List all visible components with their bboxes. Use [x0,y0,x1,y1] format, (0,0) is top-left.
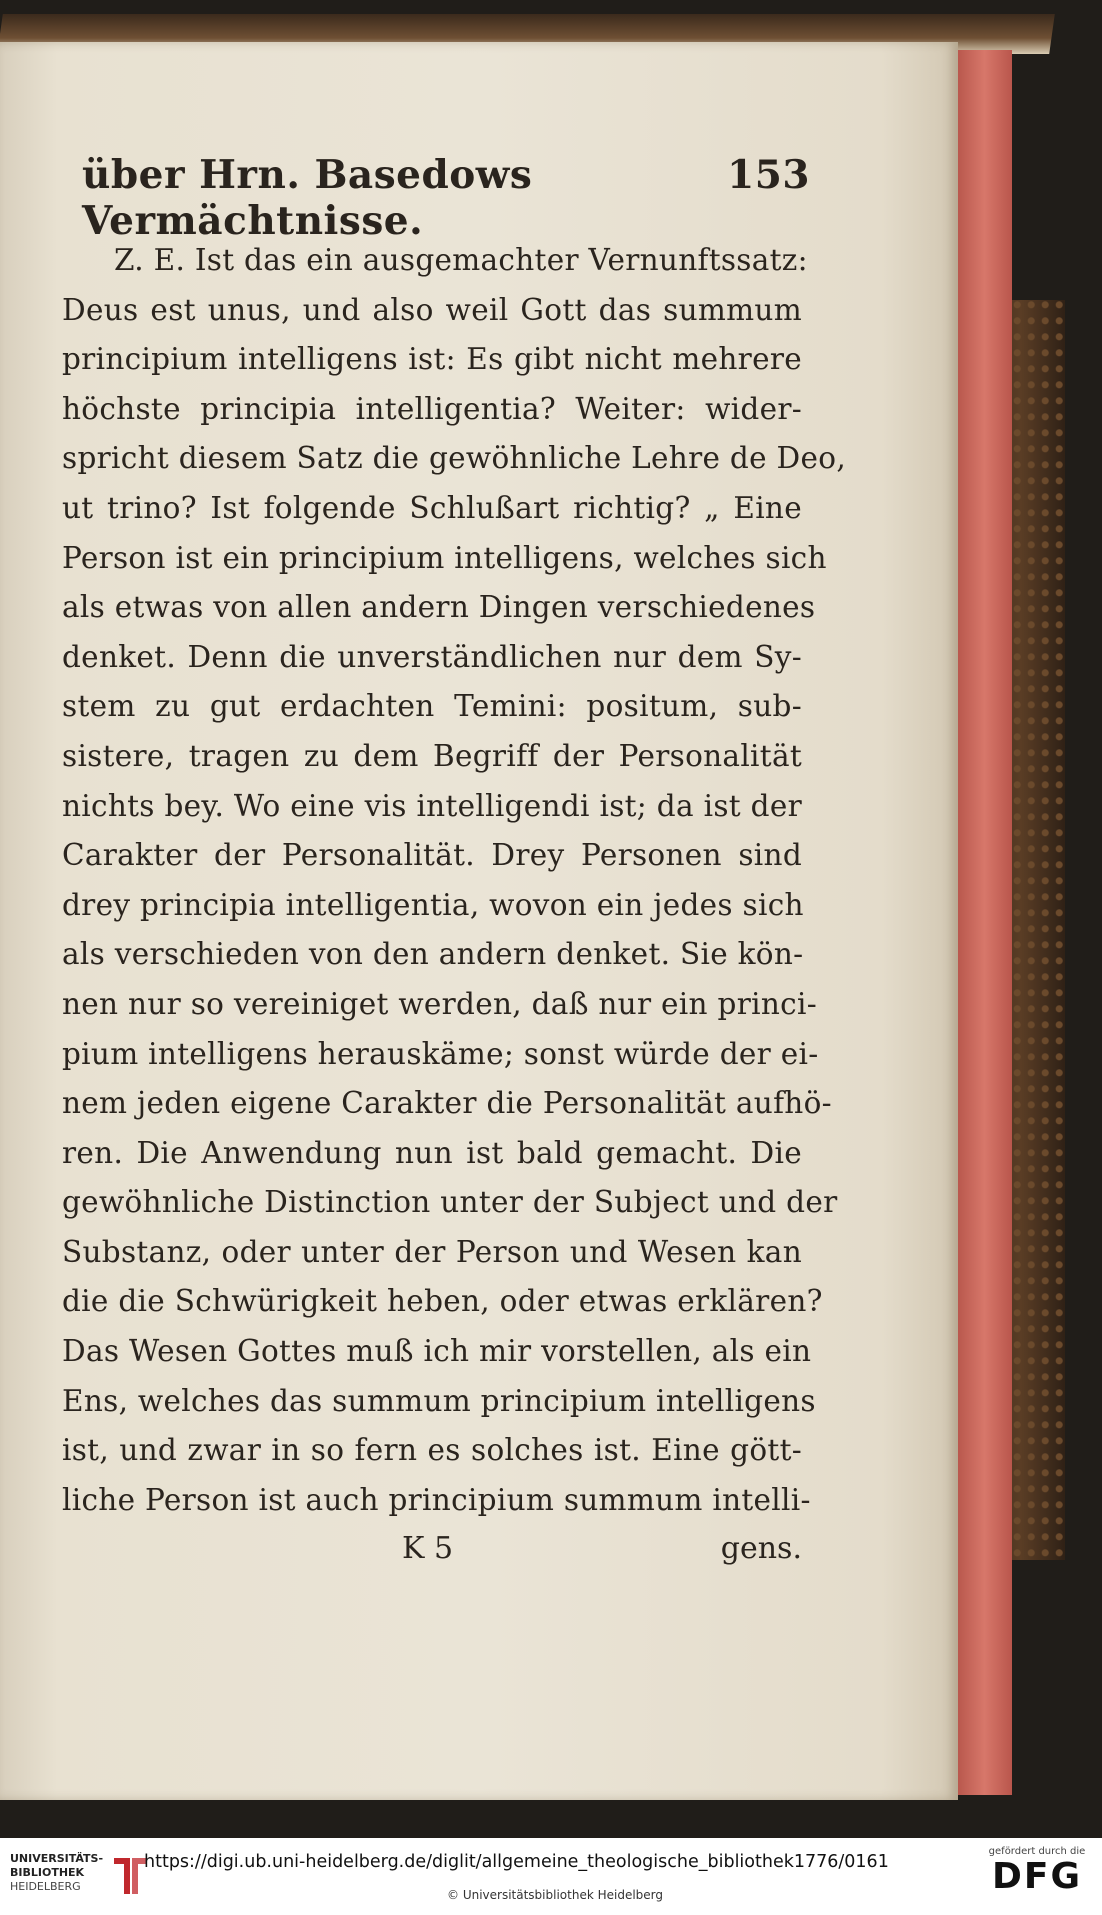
text-line: stem zu gut erdachten Temini: positum, sub- [62,689,802,724]
running-head-title: über Hrn. Basedows Vermächtnisse. [82,152,533,244]
text-line: gewöhnliche Distinction unter der Subject und der [62,1185,838,1220]
signature-mark: K 5 [402,1531,454,1567]
dfg-logo[interactable] [982,1846,1092,1897]
text-line: Das Wesen Gottes muß ich mir vorstellen, als ein [62,1334,812,1369]
library-logo[interactable] [10,1852,160,1902]
text-line: Substanz, oder unter der Person und Wesen kan [62,1234,802,1269]
dfg-wordmark: DFG [991,1856,1083,1897]
page-foot [62,1531,802,1581]
text-body [62,236,846,1525]
text-line: principium intelligens ist: Es gibt nicht mehrere [62,342,802,377]
text-line: nem jeden eigene Carakter die Personalität aufhö- [62,1086,832,1121]
viewer-footer [0,1838,1102,1915]
catchword: gens. [720,1531,802,1567]
dfg-caption: gefördert durch die [988,1846,1086,1857]
text-line: Carakter der Personalität. Drey Personen sind [62,838,802,873]
text-line: ut trino? Ist folgende Schlußart richtig? „ Eine [62,490,802,525]
text-line: Person ist ein principium intelligens, welches sich [62,540,827,575]
text-line: nichts bey. Wo eine vis intelligendi ist; da ist der [62,788,802,823]
text-line: Deus est unus, und also weil Gott das summum [62,292,802,327]
text-line: drey principia intelligentia, wovon ein jedes sich [62,887,804,922]
text-line: ist, und zwar in so fern es solches ist. Eine gött- [62,1433,802,1468]
text-line: Z. E. Ist das ein ausgemachter Vernunftssatz: [114,243,808,277]
text-line: liche Person ist auch principium summum intelli- [62,1482,811,1517]
text-line: nen nur so vereiniget werden, daß nur ein princi- [62,986,817,1021]
text-line: Ens, welches das summum principium intelligens [62,1383,816,1418]
text-line: denket. Denn die unverständlichen nur dem Sy- [62,639,802,674]
running-head [82,152,810,244]
text-line: die die Schwürigkeit heben, oder etwas erklären? [62,1284,823,1319]
text-line: ren. Die Anwendung nun ist bald gemacht. Die [62,1135,802,1170]
page-number: 153 [727,152,810,198]
text-line: als verschieden von den andern denket. Sie kön- [62,937,804,972]
red-fore-edge [955,50,1012,1795]
logo-line-2: BIBLIOTHEK [10,1866,85,1879]
text-line: als etwas von allen andern Dingen verschiedenes [62,590,816,625]
permalink-url[interactable]: https://digi.ub.uni-heidelberg.de/diglit/allgemeine_theologische_bibliothek1776/0161 [144,1852,889,1872]
text-line: höchste principia intelligentia? Weiter: wider- [62,391,802,426]
text-line: pium intelligens herauskäme; sonst würde der ei- [62,1036,819,1071]
book-page [0,42,958,1800]
text-line: spricht diesem Satz die gewöhnliche Lehre de Deo, [62,441,846,476]
text-line: sistere, tragen zu dem Begriff der Personalität [62,738,802,773]
page-content [62,152,846,1581]
copyright-notice: © Universitätsbibliothek Heidelberg [447,1888,664,1902]
logo-line-1: UNIVERSITÄTS- [10,1852,104,1865]
logo-line-3: HEIDELBERG [10,1880,81,1893]
